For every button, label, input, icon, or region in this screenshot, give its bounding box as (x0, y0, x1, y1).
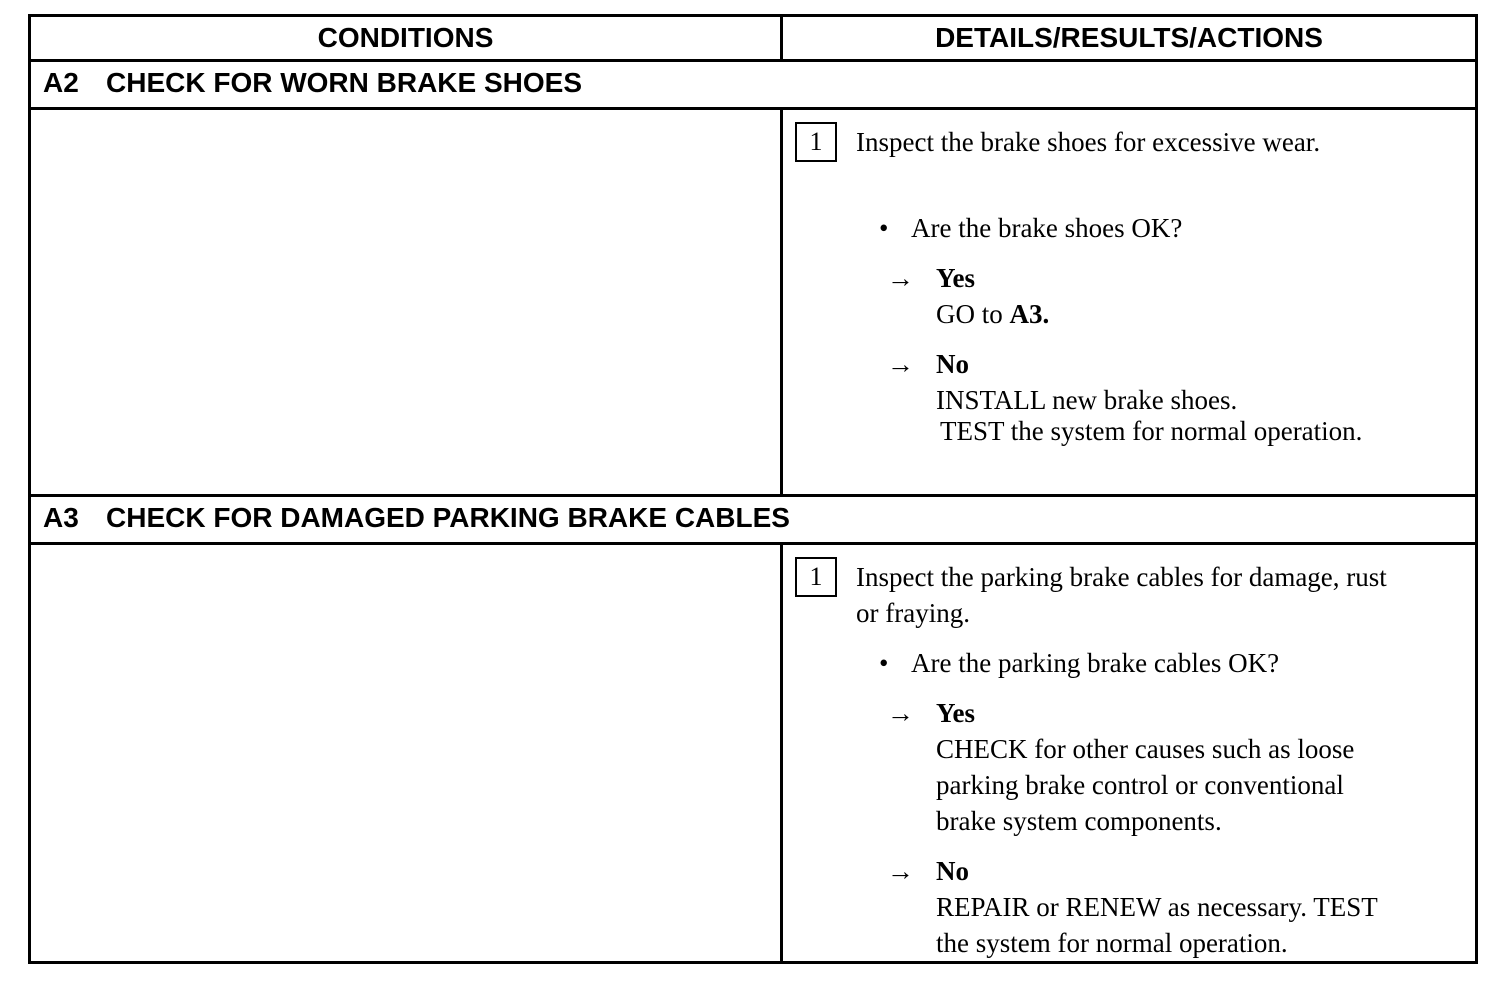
section-a2-title: CHECK FOR WORN BRAKE SHOES (106, 67, 583, 98)
conditions-header: CONDITIONS (31, 17, 783, 59)
yes-label: Yes (936, 698, 975, 728)
section-a2-body (31, 110, 1475, 497)
arrow-right-icon: → (887, 263, 914, 293)
section-a3-title: CHECK FOR DAMAGED PARKING BRAKE CABLES (106, 502, 790, 533)
section-a3-code: A3 (43, 502, 79, 533)
yes-action-ref: A3. (1009, 299, 1050, 329)
section-a3-header (31, 497, 1475, 545)
section-a2-details-cell (783, 110, 1475, 494)
yes-action (936, 296, 1049, 332)
step-question: Are the parking brake cables OK? (911, 648, 1280, 678)
section-a3-conditions-cell (31, 545, 783, 961)
yes-label: Yes (936, 263, 975, 293)
arrow-right-icon: → (887, 698, 914, 728)
no-action-line: TEST the system for normal operation. (940, 416, 1363, 446)
bullet-icon: • (879, 213, 889, 243)
section-a2-header (31, 62, 1475, 110)
yes-action-line: parking brake control or conventional (936, 770, 1344, 800)
no-action-line: INSTALL new brake shoes. (936, 385, 1238, 415)
arrow-right-icon: → (887, 856, 914, 886)
step-instruction-line: Inspect the parking brake cables for damage, rust (856, 562, 1387, 592)
section-a2-code: A2 (43, 67, 79, 98)
step-instruction-line: or fraying. (856, 598, 970, 628)
section-a3-body (31, 545, 1475, 961)
step-instruction: Inspect the brake shoes for excessive wear. (856, 127, 1321, 157)
section-a2-conditions-cell (31, 110, 783, 494)
yes-action-line: brake system components. (936, 806, 1222, 836)
yes-action-line: CHECK for other causes such as loose (936, 734, 1355, 764)
section-a3-details-cell (783, 545, 1475, 961)
details-header: DETAILS/RESULTS/ACTIONS (935, 22, 1323, 53)
arrow-right-icon: → (887, 349, 914, 379)
table-header-row (31, 17, 1475, 62)
no-label: No (936, 349, 969, 379)
step-question: Are the brake shoes OK? (911, 213, 1183, 243)
bullet-icon: • (879, 648, 889, 678)
diagnostic-table (28, 14, 1478, 964)
yes-action-text: GO to (936, 299, 1010, 329)
no-label: No (936, 856, 969, 886)
no-action-line: the system for normal operation. (936, 928, 1288, 958)
no-action-line: REPAIR or RENEW as necessary. TEST (936, 892, 1378, 922)
step-number-box: 1 (795, 122, 837, 162)
step-number-box: 1 (795, 557, 837, 597)
